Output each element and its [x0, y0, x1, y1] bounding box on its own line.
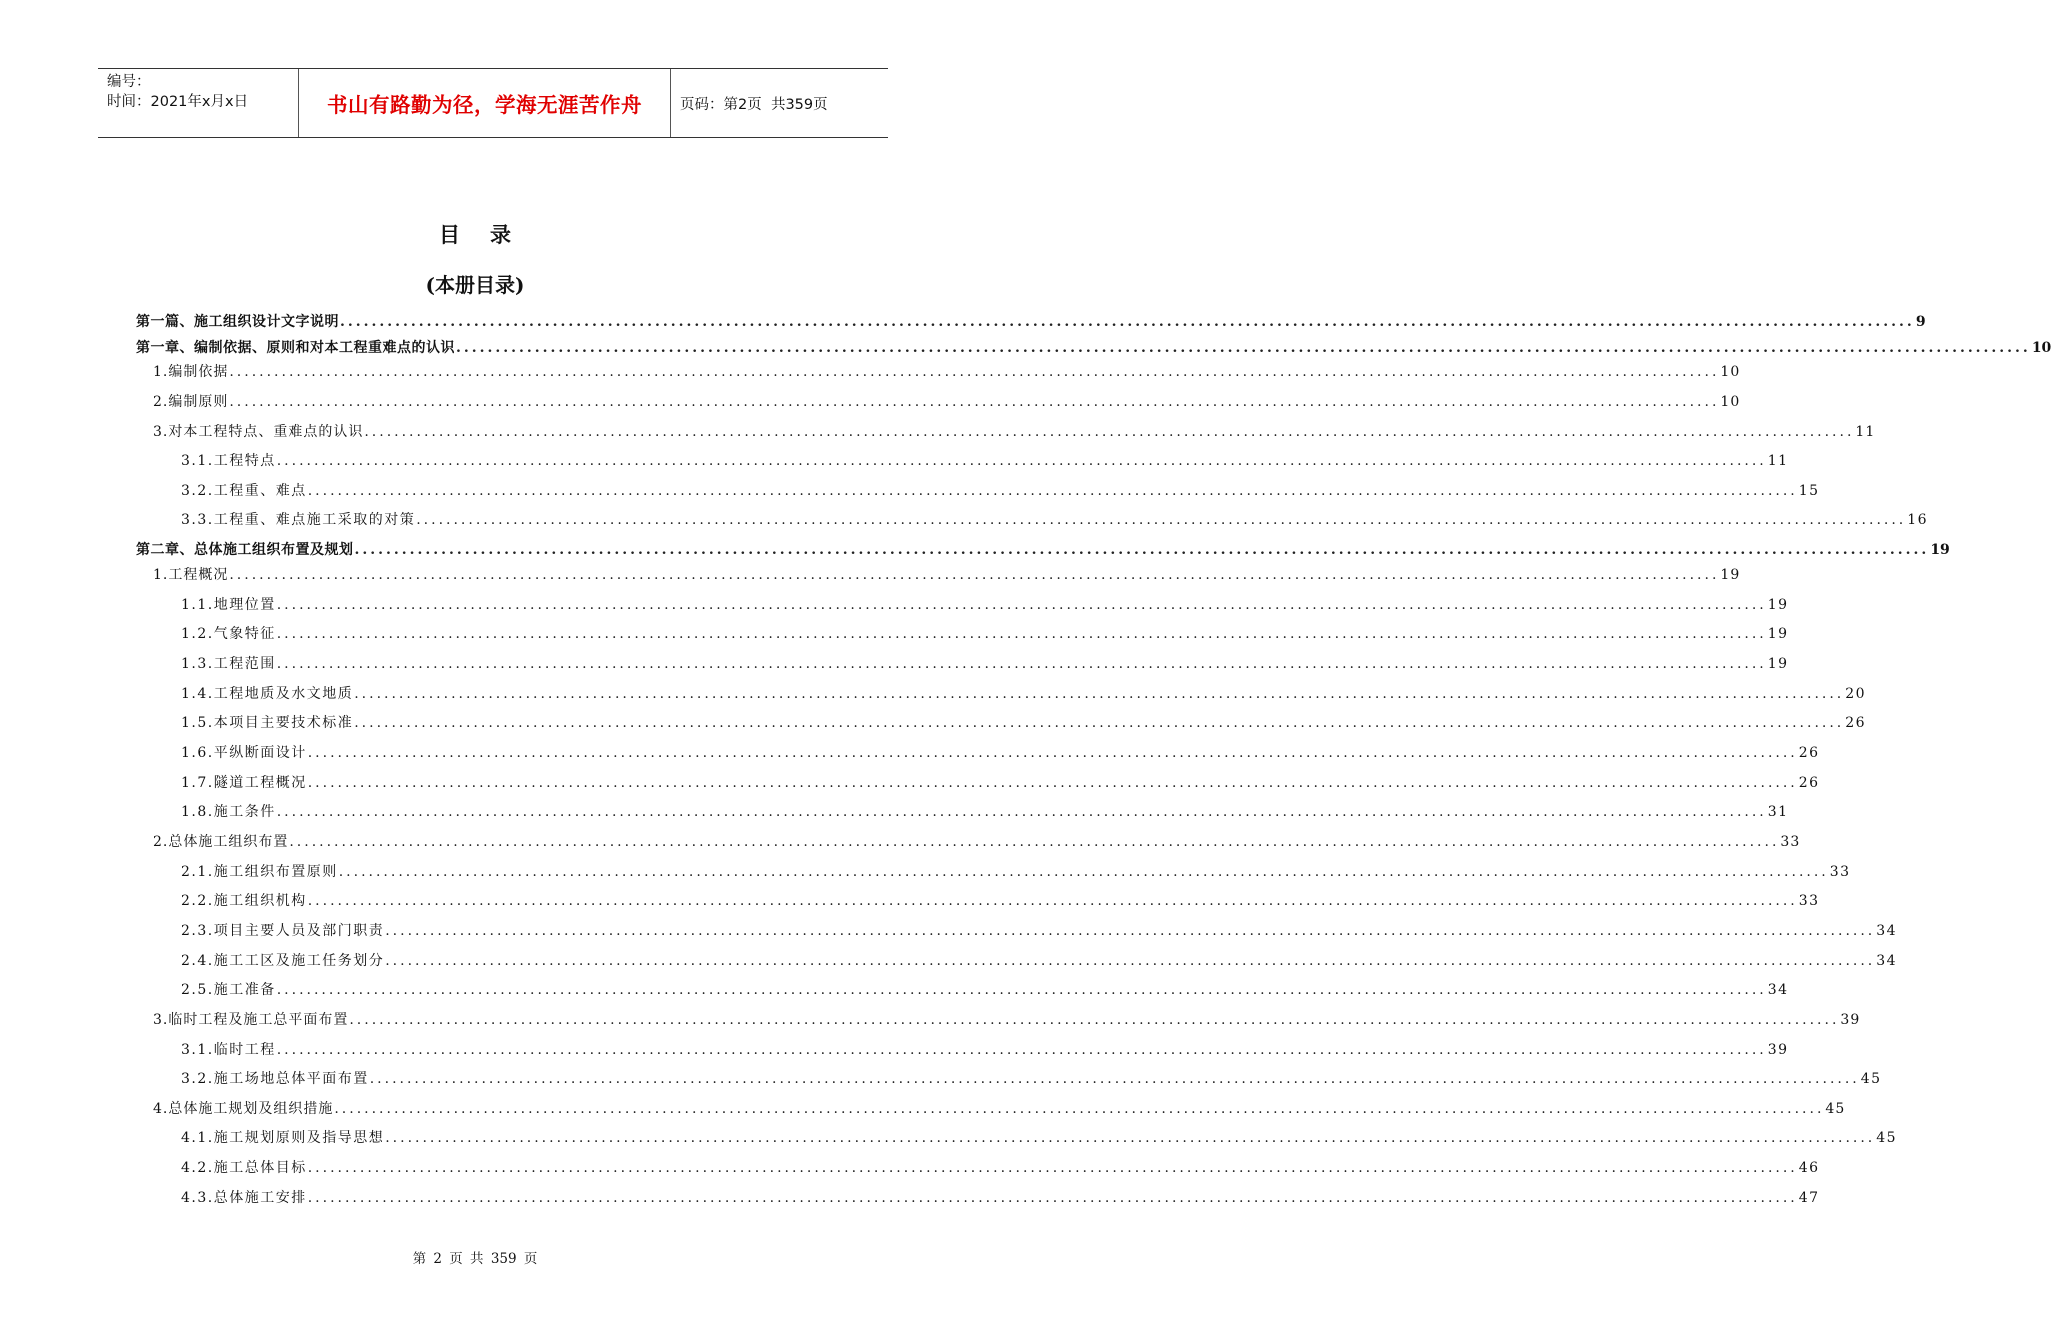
toc-leader-dots: ........................................................................................................................................................................................................ — [307, 775, 1798, 791]
toc-leader-dots: ........................................................................................................................................................................................................ — [276, 1042, 1767, 1058]
toc-entry-title: 第一篇、施工组织设计文字说明 — [136, 314, 339, 330]
toc-entry-title: 3.3.工程重、难点施工采取的对策 — [181, 512, 416, 528]
toc-entry-page: 34 — [1876, 953, 1898, 969]
toc-entry-page: 16 — [1907, 512, 1929, 528]
toc-entry-page: 19 — [1767, 626, 1789, 642]
time-label: 时间：2021年x月x日 — [107, 94, 249, 110]
toc-entry-title: 2.4.施工工区及施工任务划分 — [181, 953, 385, 969]
toc-entry-title: 2.3.项目主要人员及部门职责 — [181, 923, 385, 939]
toc-leader-dots: ........................................................................................................................................................................................................ — [307, 893, 1798, 909]
toc-entry-title: 3.1.工程特点 — [181, 453, 276, 469]
toc-entry-title: 4.1.施工规划原则及指导思想 — [181, 1130, 385, 1146]
header-page-info: 页码：第2页 共359页 — [680, 96, 828, 113]
toc-entry[interactable] — [181, 510, 1929, 530]
toc-leader-dots: ........................................................................................................................................................................................................ — [349, 1012, 1840, 1028]
toc-entry-title: 第二章、总体施工组织布置及规划 — [136, 542, 354, 558]
document-subtitle: (本册目录) — [425, 273, 525, 297]
toc-entry[interactable] — [153, 565, 1741, 585]
toc-entry-page: 11 — [1855, 424, 1876, 440]
toc-leader-dots: ........................................................................................................................................................................................................ — [364, 424, 1855, 440]
toc-entry-page: 45 — [1825, 1101, 1846, 1117]
toc-entry-page: 10 — [1720, 364, 1741, 380]
toc-entry-page: 10 — [1720, 394, 1741, 410]
toc-leader-dots: ........................................................................................................................................................................................................ — [276, 804, 1767, 820]
toc-entry[interactable] — [181, 451, 1789, 471]
toc-leader-dots: ........................................................................................................................................................................................................ — [229, 394, 1720, 410]
toc-entry[interactable] — [181, 802, 1789, 822]
toc-entry[interactable] — [181, 624, 1789, 644]
toc-entry[interactable] — [181, 921, 1898, 941]
toc-entry-page: 19 — [1720, 567, 1741, 583]
toc-entry-title: 1.7.隧道工程概况 — [181, 775, 307, 791]
toc-entry[interactable] — [181, 743, 1820, 763]
toc-entry-title: 1.1.地理位置 — [181, 597, 276, 613]
toc-entry-page: 9 — [1915, 314, 1926, 330]
toc-entry[interactable] — [181, 595, 1789, 615]
toc-leader-dots: ........................................................................................................................................................................................................ — [276, 982, 1767, 998]
toc-entry[interactable] — [153, 1099, 1846, 1119]
toc-entry[interactable] — [181, 1040, 1789, 1060]
toc-leader-dots: ........................................................................................................................................................................................................ — [276, 453, 1767, 469]
toc-leader-dots: ........................................................................................................................................................................................................ — [456, 340, 2031, 356]
toc-entry[interactable] — [181, 980, 1789, 1000]
toc-leader-dots: ........................................................................................................................................................................................................ — [369, 1071, 1860, 1087]
toc-entry[interactable] — [153, 1010, 1861, 1030]
toc-entry-page: 19 — [1930, 542, 1950, 558]
toc-leader-dots: ........................................................................................................................................................................................................ — [416, 512, 1907, 528]
document-title: 目录 — [439, 222, 541, 247]
toc-entry[interactable] — [181, 862, 1851, 882]
toc-entry-title: 1.5.本项目主要技术标准 — [181, 715, 354, 731]
toc-entry-title: 2.5.施工准备 — [181, 982, 276, 998]
toc-entry-title: 4.3.总体施工安排 — [181, 1190, 307, 1206]
toc-leader-dots: ........................................................................................................................................................................................................ — [354, 686, 1845, 702]
toc-entry[interactable] — [153, 362, 1741, 382]
toc-leader-dots: ........................................................................................................................................................................................................ — [340, 314, 1915, 330]
toc-leader-dots: ........................................................................................................................................................................................................ — [276, 597, 1767, 613]
toc-entry[interactable] — [181, 654, 1789, 674]
toc-leader-dots: ........................................................................................................................................................................................................ — [307, 483, 1798, 499]
toc-leader-dots: ........................................................................................................................................................................................................ — [385, 953, 1876, 969]
toc-entry-title: 3.1.临时工程 — [181, 1042, 276, 1058]
toc-entry-page: 19 — [1767, 597, 1789, 613]
toc-leader-dots: ........................................................................................................................................................................................................ — [385, 923, 1876, 939]
toc-entry-title: 3.2.工程重、难点 — [181, 483, 307, 499]
toc-entry-title: 1.4.工程地质及水文地质 — [181, 686, 354, 702]
toc-entry-page: 11 — [1767, 453, 1789, 469]
toc-leader-dots: ........................................................................................................................................................................................................ — [307, 1160, 1798, 1176]
toc-entry-title: 2.1.施工组织布置原则 — [181, 864, 338, 880]
toc-entry-page: 34 — [1876, 923, 1898, 939]
toc-entry[interactable] — [181, 684, 1867, 704]
toc-entry[interactable] — [181, 1188, 1820, 1208]
toc-entry-page: 39 — [1767, 1042, 1789, 1058]
toc-entry[interactable] — [181, 951, 1898, 971]
toc-entry[interactable] — [181, 1158, 1820, 1178]
toc-entry-title: 1.6.平纵断面设计 — [181, 745, 307, 761]
code-label: 编号： — [107, 74, 151, 90]
toc-entry[interactable] — [181, 1128, 1898, 1148]
toc-leader-dots: ........................................................................................................................................................................................................ — [229, 567, 1720, 583]
toc-leader-dots: ........................................................................................................................................................................................................ — [354, 715, 1845, 731]
toc-entry[interactable] — [153, 832, 1801, 852]
toc-leader-dots: ........................................................................................................................................................................................................ — [307, 745, 1798, 761]
toc-leader-dots: ........................................................................................................................................................................................................ — [229, 364, 1720, 380]
toc-entry-page: 26 — [1798, 745, 1820, 761]
toc-entry-page: 33 — [1780, 834, 1801, 850]
header-motto: 书山有路勤为径，学海无涯苦作舟 — [299, 69, 671, 137]
toc-leader-dots: ........................................................................................................................................................................................................ — [334, 1101, 1825, 1117]
toc-entry-page: 26 — [1845, 715, 1867, 731]
toc-entry-page: 34 — [1767, 982, 1789, 998]
toc-entry-page: 47 — [1798, 1190, 1820, 1206]
toc-entry-title: 1.工程概况 — [153, 567, 229, 583]
toc-entry-title: 2.编制原则 — [153, 394, 229, 410]
toc-entry-title: 1.2.气象特征 — [181, 626, 276, 642]
toc-entry[interactable] — [181, 1069, 1882, 1089]
toc-entry-page: 10 — [2031, 340, 2051, 356]
toc-entry-title: 2.2.施工组织机构 — [181, 893, 307, 909]
toc-entry-page: 39 — [1840, 1012, 1861, 1028]
toc-entry[interactable] — [153, 422, 1876, 442]
toc-entry[interactable] — [136, 312, 1926, 332]
toc-entry-page: 31 — [1767, 804, 1789, 820]
toc-entry-title: 3.临时工程及施工总平面布置 — [153, 1012, 349, 1028]
toc-entry[interactable] — [181, 891, 1820, 911]
toc-entry-page: 33 — [1798, 893, 1820, 909]
toc-entry-title: 2.总体施工组织布置 — [153, 834, 289, 850]
toc-entry-title: 3.对本工程特点、重难点的认识 — [153, 424, 364, 440]
toc-entry-page: 20 — [1845, 686, 1867, 702]
toc-leader-dots: ........................................................................................................................................................................................................ — [276, 656, 1767, 672]
toc-entry-page: 46 — [1798, 1160, 1820, 1176]
toc-entry[interactable] — [153, 392, 1741, 412]
toc-entry[interactable] — [136, 338, 2051, 358]
toc-entry-title: 4.2.施工总体目标 — [181, 1160, 307, 1176]
toc-entry-page: 15 — [1798, 483, 1820, 499]
toc-entry[interactable] — [136, 540, 1950, 560]
toc-entry-page: 45 — [1860, 1071, 1882, 1087]
toc-entry-title: 1.3.工程范围 — [181, 656, 276, 672]
toc-entry-page: 33 — [1829, 864, 1851, 880]
page-footer: 第 2 页 共 359 页 — [412, 1251, 538, 1267]
toc-leader-dots: ........................................................................................................................................................................................................ — [307, 1190, 1798, 1206]
toc-leader-dots: ........................................................................................................................................................................................................ — [338, 864, 1829, 880]
toc-entry-title: 第一章、编制依据、原则和对本工程重难点的认识 — [136, 340, 455, 356]
toc-entry-title: 3.2.施工场地总体平面布置 — [181, 1071, 369, 1087]
toc-leader-dots: ........................................................................................................................................................................................................ — [276, 626, 1767, 642]
toc-entry[interactable] — [181, 773, 1820, 793]
toc-leader-dots: ........................................................................................................................................................................................................ — [289, 834, 1780, 850]
toc-leader-dots: ........................................................................................................................................................................................................ — [385, 1130, 1876, 1146]
toc-entry-page: 19 — [1767, 656, 1789, 672]
toc-entry[interactable] — [181, 481, 1820, 501]
toc-leader-dots: ........................................................................................................................................................................................................ — [354, 542, 1930, 558]
toc-entry-page: 45 — [1876, 1130, 1898, 1146]
toc-entry-title: 4.总体施工规划及组织措施 — [153, 1101, 334, 1117]
toc-entry-title: 1.8.施工条件 — [181, 804, 276, 820]
toc-entry[interactable] — [181, 713, 1867, 733]
toc-entry-title: 1.编制依据 — [153, 364, 229, 380]
toc-entry-page: 26 — [1798, 775, 1820, 791]
